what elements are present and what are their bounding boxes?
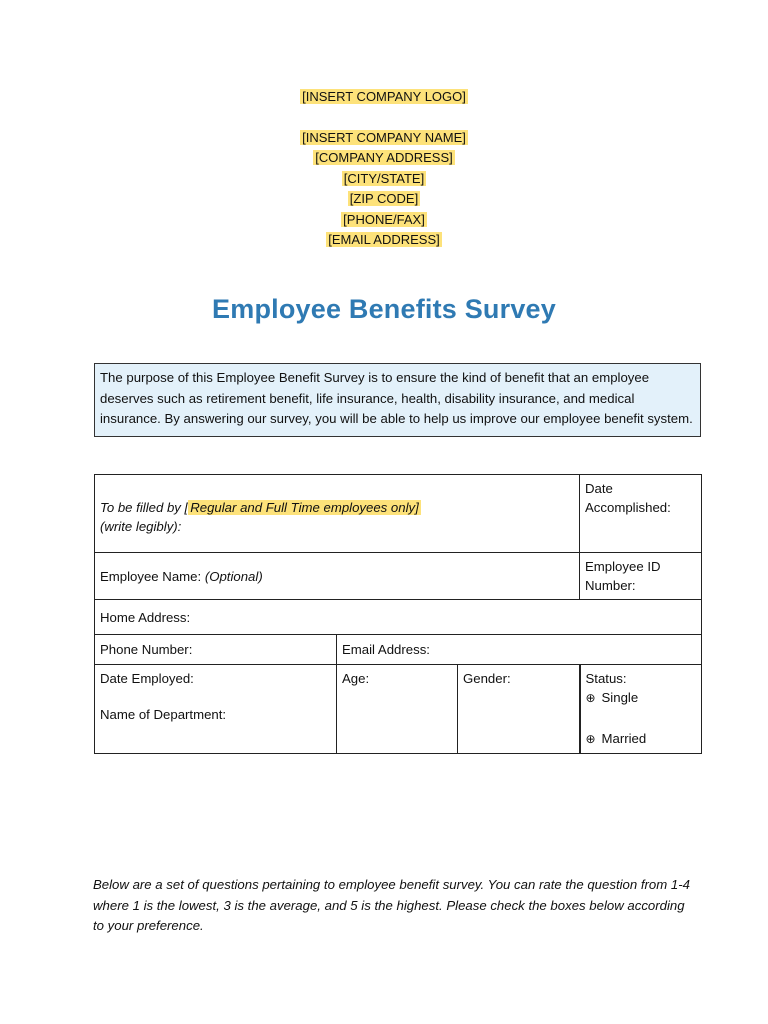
crosshair-radio-icon: ⊕: [585, 691, 596, 705]
filled-by-highlight: Regular and Full Time employees only]: [190, 499, 419, 515]
status-option-single[interactable]: ⊕ Single: [586, 688, 697, 708]
purpose-box: The purpose of this Employee Benefit Survey is to ensure the kind of benefit that an employee deserves such as retirement benefit, life insurance, health, disability insurance, and medical insurance. By answering our survey, you will be able to help us improve our employee benefit system.: [94, 363, 701, 437]
employee-info-form: [94, 474, 702, 754]
date-employed-label: Date Employed:: [100, 671, 194, 686]
company-name-placeholder: [INSERT COMPANY NAME]: [302, 129, 466, 145]
gender-field[interactable]: Gender:: [458, 665, 580, 754]
date-accomplished-field[interactable]: Date Accomplished:: [580, 475, 702, 553]
status-field: [580, 665, 702, 754]
email-address-placeholder: [EMAIL ADDRESS]: [328, 232, 440, 247]
phone-fax-placeholder: [PHONE/FAX]: [343, 211, 425, 227]
company-logo-placeholder: [INSERT COMPANY LOGO]: [302, 89, 466, 104]
crosshair-radio-icon: ⊕: [585, 732, 596, 746]
filled-by-cell: [95, 475, 580, 553]
department-label: Name of Department:: [100, 707, 227, 722]
status-label: Status:: [585, 671, 627, 686]
filled-by-prefix: To be filled by [: [100, 499, 189, 515]
phone-number-field[interactable]: Phone Number:: [95, 635, 337, 665]
page-title: Employee Benefits Survey: [212, 294, 556, 324]
company-address-placeholder: [COMPANY ADDRESS]: [315, 150, 453, 165]
email-address-field[interactable]: Email Address:: [337, 635, 702, 665]
age-field[interactable]: Age:: [337, 665, 458, 754]
filled-by-suffix: (write legibly):: [100, 518, 182, 534]
city-state-placeholder: [CITY/STATE]: [343, 170, 425, 186]
zip-code-placeholder: [ZIP CODE]: [349, 191, 419, 206]
company-header: [0, 87, 768, 251]
home-address-field[interactable]: Home Address:: [95, 600, 702, 635]
rating-instructions: Below are a set of questions pertaining to employee benefit survey. You can rate the question from 1-4 where 1 is the lowest, 3 is the average, and 5 is the highest. Please check the boxes below according to your preference.: [93, 877, 690, 933]
date-employed-department-cell[interactable]: [95, 665, 337, 754]
employee-id-field[interactable]: Employee ID Number:: [580, 553, 702, 600]
employee-name-field[interactable]: Employee Name: (Optional): [95, 553, 580, 600]
status-option-married[interactable]: ⊕ Married: [586, 729, 697, 749]
